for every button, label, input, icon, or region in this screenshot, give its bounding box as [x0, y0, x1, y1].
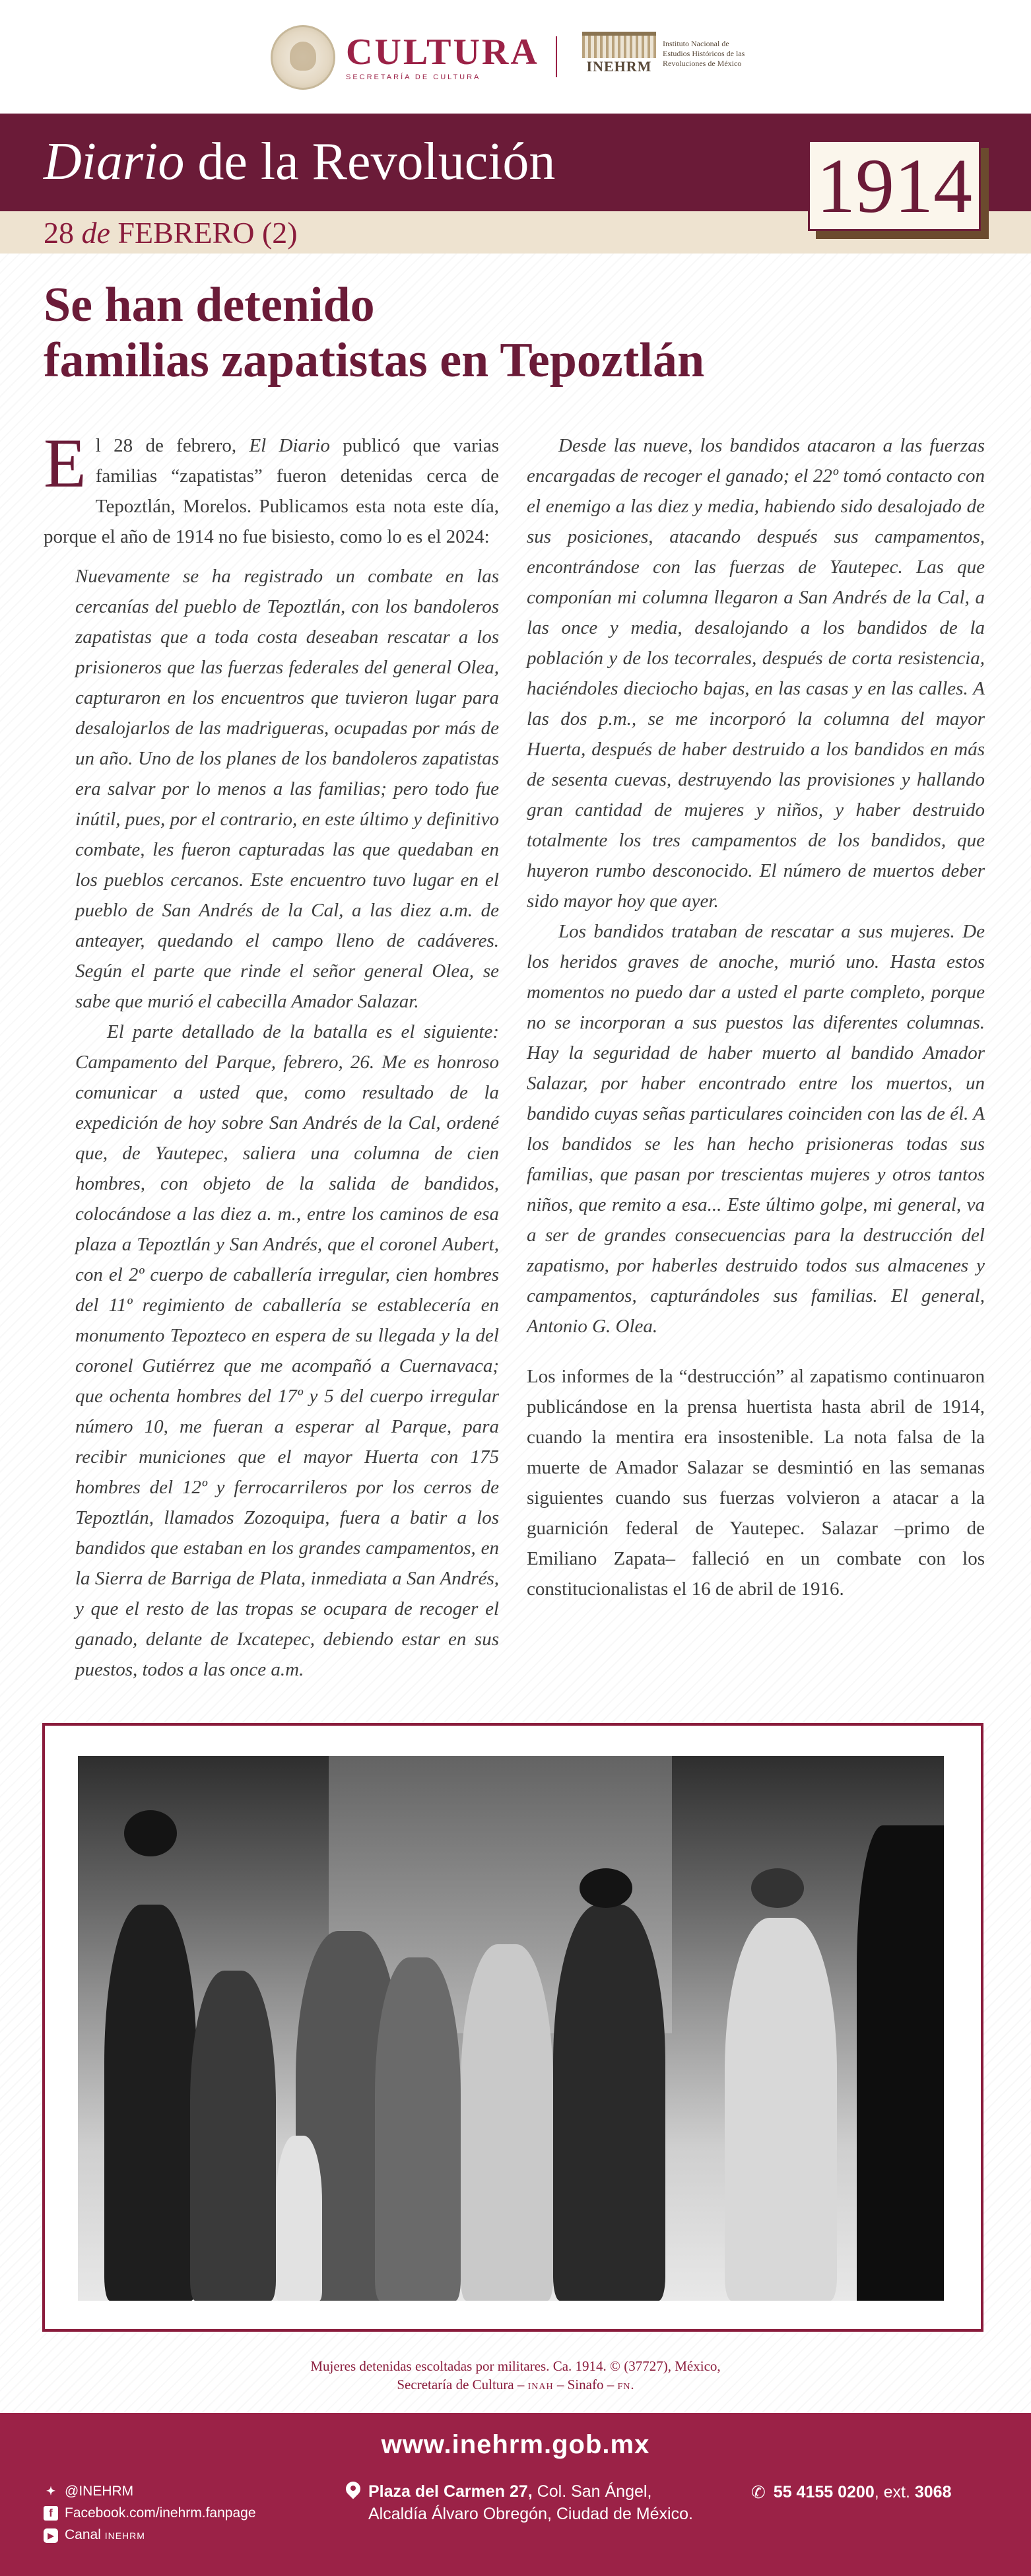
address-colonia: Col. San Ángel,	[532, 2482, 652, 2501]
cultura-subtitle: SECRETARÍA DE CULTURA	[346, 73, 481, 81]
quote-paragraph: Los bandidos trataban de rescatar a sus mujeres. De los heridos graves de anoche, murió uno. Hasta estos momentos no puedo dar a usted el parte completo, porque no se incorporan a sus puestos las diferentes columnas. Hay la seguridad de haber muerto al bandido Amador Salazar, por haber encontrado entre los muertos, un bandido cuyas señas particulares coinciden con las de él. A los bandidos se les han hecho prisioneras todas sus familias, que pasan por trescientas mujeres y otros tantos niños, que remito a esa... Este último golpe, mi general, va a ser de grandes consecuencias para la destrucción del zapatismo, por haberles destruido todos sus almacenes y campamentos, capturándoles sus familias. El general, Antonio G. Olea.	[527, 921, 985, 1337]
inehrm-desc-line: Estudios Históricos de las	[663, 48, 745, 58]
caption-line-1: Mujeres detenidas escoltadas por militares. Ca. 1914. © (37727), México,	[310, 2358, 721, 2374]
series-title-italic: Diario	[44, 133, 185, 191]
social-links	[44, 2480, 256, 2547]
photo-soldier	[104, 1905, 197, 2301]
historic-photo	[78, 1756, 944, 2301]
date-label	[44, 217, 298, 250]
photo-foreground-figure	[857, 1825, 944, 2301]
caption-fn: FN	[617, 2382, 631, 2392]
year-label: 1914	[816, 143, 972, 229]
date-day: 28	[44, 216, 82, 250]
intro-text: l 28 de febrero,	[95, 435, 249, 456]
series-title-rest: de la Revolución	[184, 133, 556, 191]
series-title	[44, 133, 556, 191]
phone-icon: ✆	[751, 2482, 766, 2502]
photo-woman	[461, 1944, 553, 2301]
cultura-logo[interactable]	[271, 25, 539, 90]
page-title	[44, 277, 902, 388]
caption-inah: INAH	[527, 2382, 554, 2392]
facebook-link[interactable]	[44, 2502, 256, 2524]
address-street: Plaza del Carmen 27,	[368, 2482, 533, 2501]
inehrm-logo[interactable]	[582, 32, 768, 75]
inehrm-description	[663, 39, 768, 69]
location-pin-icon	[346, 2482, 360, 2501]
caption-text: .	[630, 2377, 634, 2392]
intro-paragraph	[44, 424, 499, 552]
youtube-label	[65, 2524, 145, 2547]
youtube-icon: ▶	[44, 2528, 58, 2543]
photo-soldier	[725, 1918, 837, 2301]
address	[346, 2480, 693, 2525]
photo-hat	[124, 1810, 177, 1856]
national-seal-icon	[271, 25, 335, 90]
cultura-wordmark: CULTURA	[346, 32, 539, 73]
logo-header	[0, 0, 1031, 112]
headline-line-2: familias zapatistas en Tepoztlán	[44, 333, 705, 388]
twitter-handle: @INEHRM	[65, 2484, 134, 2499]
phone-main: 55 4155 0200	[773, 2483, 875, 2501]
quote-paragraph: El parte detallado de la batalla es el siguiente: Campamento del Parque, febrero, 26. Me es honroso comunicar a usted que, como resultado de la expedición de hoy sobre San Andrés de la Cal, ordené que, de Yautepec, saliera una columna de cien hombres, con objeto de la salida de bandidos, colocándose a las diez a. m., entre los caminos de esa plaza a Tepoztlán y San Andrés, que el coronel Aubert, con el 2º cuerpo de caballería irregular, cien hombres del 11º regimiento de caballería se establecería en monumento Tepozteco en espera de su llegada y la del coronel Gutiérrez que me acompañó a Cuernavaca; que ochenta hombres del 17º y 5 del cuerpo irregular número 10, me fueran a esperar al Parque, para recibir municiones que el mayor Huerta con 175 hombres del 12º y ferrocarrileros por los cerros de Tepoztlán, llamados Zozoquipa, fuera a batir a los bandidos que estaban en los grandes campamentos, en la Sierra de Barriga de Plata, inmediata a San Andrés, y que el resto de las tropas se ocupara de recoger el ganado, delante de Ixcatepec, debiendo estar en sus puestos, todos a las once a.m.	[75, 1021, 499, 1680]
date-de: de	[81, 216, 110, 250]
article-column-right	[527, 430, 985, 1604]
intro-newspaper-name: El Diario	[249, 435, 330, 456]
phone-ext: 3068	[914, 2483, 952, 2501]
photo-hat	[580, 1868, 632, 1908]
photo-soldier	[553, 1905, 665, 2301]
youtube-link[interactable]	[44, 2524, 256, 2547]
phone-ext-label: , ext.	[874, 2483, 915, 2501]
closing-paragraph: Los informes de la “destrucción” al zapatismo continuaron publicándose en la prensa huertista hasta abril de 1914, cuando la mentira era insostenible. La nota falsa de la muerte de Amador Salazar se desmintió en las semanas siguientes cuando sus fuerzas volvieron a atacar a la guarnición federal de Yautepec. Salazar –primo de Emiliano Zapata– falleció en un combate con los constitucionalistas el 16 de abril de 1916.	[527, 1366, 985, 1600]
logo-divider	[556, 36, 557, 77]
address-line-1	[368, 2480, 693, 2503]
caption-line-2	[0, 2375, 1031, 2396]
quote-paragraph: Nuevamente se ha registrado un combate en las cercanías del pueblo de Tepoztlán, con los bandoleros zapatistas que a toda costa deseaban rescatar a los prisioneros que las fuerzas federales del general Olea, capturaron en los encuentros que tuvieron lugar para desalojarlos de las madrigueras, ocupadas por más de un año. Uno de los planes de los bandoleros zapatistas era salvar por lo menos a las familias; pero todo fue inútil, pues, por el contrario, en este último y definitivo combate, les fueron capturadas las que quedaban en los pueblos cercanos. Este encuentro tuvo lugar en el pueblo de San Andrés de la Cal, a las diez a.m. de anteayer, quedando el campo lleno de cadáveres. Según el parte que rinde el señor general Olea, se sabe que murió el cabecilla Amador Salazar.	[75, 566, 499, 1012]
photo-caption	[0, 2357, 1031, 2396]
inehrm-wordmark: INEHRM	[586, 58, 652, 75]
twitter-link[interactable]	[44, 2480, 256, 2502]
photo-hat	[751, 1868, 804, 1908]
photo-child	[276, 2136, 322, 2301]
article-column-left	[44, 424, 499, 1685]
caption-text: – Sinafo –	[553, 2377, 618, 2392]
website-link[interactable]: www.inehrm.gob.mx	[381, 2430, 650, 2459]
facebook-icon: f	[44, 2506, 58, 2521]
inehrm-desc-line: Revoluciones de México	[663, 58, 742, 68]
headline-line-1: Se han detenido	[44, 278, 375, 332]
building-icon	[582, 32, 656, 58]
address-line-2: Alcaldía Álvaro Obregón, Ciudad de México.	[368, 2505, 693, 2523]
caption-text: Secretaría de Cultura –	[397, 2377, 528, 2392]
phone-number	[774, 2483, 952, 2502]
photo-woman	[375, 1957, 461, 2301]
drop-cap: E	[44, 424, 86, 502]
phone-contact[interactable]	[751, 2482, 952, 2503]
date-month: FEBRERO (2)	[110, 216, 298, 250]
intro-text: publicó que varias familias “zapatistas” fueron detenidas cerca de Tepoztlán, Morelos. Publicamos esta nota este día, porque el año de 1914 no fue bisiesto, como lo es el 2024:	[44, 435, 499, 547]
facebook-url: Facebook.com/inehrm.fanpage	[65, 2505, 256, 2521]
photo-soldier	[190, 1971, 276, 2301]
quote-paragraph: Desde las nueve, los bandidos atacaron a las fuerzas encargadas de recoger el ganado; el 22º tomó contacto con el enemigo a las diez y media, habiendo sido desalojado de sus posiciones, atacando después sus campamentos, encontrándose con las fuerzas de Yautepec. Las que componían mi columna llegaron a San Andrés de la Cal, a las once y media, desalojando a los bandidos de la población y de los tecorrales, después de corta resistencia, haciéndoles dieciocho bajas, en las casas y en las calles. A las dos p.m., se me incorporó la columna del mayor Huerta, después de haber destruido a los bandidos en más de sesenta cuevas, destruyendo las provisiones y hallando gran cantidad de mujeres y niños, y haber destruido totalmente los tres campamentos de los bandidos, que huyeron rumbo desconocido. El número de muertos deber sido mayor hoy que ayer.	[527, 435, 985, 912]
inehrm-desc-line: Instituto Nacional de	[663, 38, 729, 48]
twitter-icon: ✦	[46, 2484, 56, 2497]
youtube-channel: INEHRM	[104, 2530, 145, 2541]
youtube-prefix: Canal	[65, 2527, 105, 2542]
